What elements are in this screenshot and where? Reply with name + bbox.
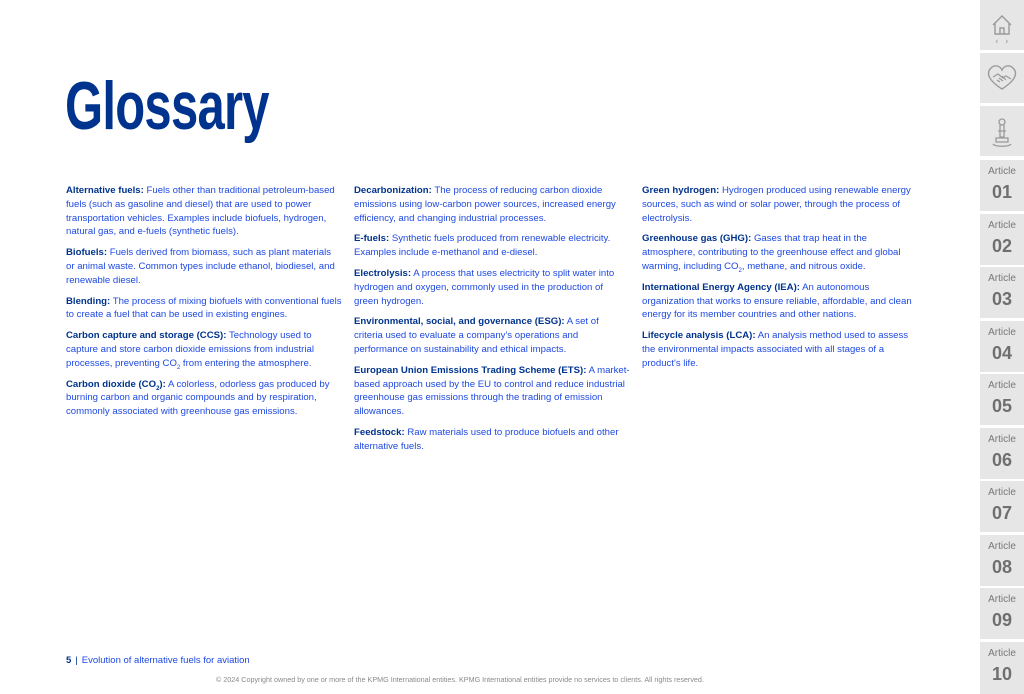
article-number: 01 xyxy=(991,182,1013,202)
definition-text: Gases that trap heat in the atmosphere, contributing to the greenhouse effect and global warming, including CO xyxy=(642,233,901,272)
article-label: Article xyxy=(988,487,1016,498)
glossary-definition: The process of mixing biofuels with conventional fuels to create a fuel that can be used in existing engines. xyxy=(66,295,342,321)
page-title: Glossary xyxy=(65,68,269,144)
article-tab-03[interactable] xyxy=(980,267,1024,318)
article-label: Article xyxy=(988,327,1016,338)
glossary-term: Greenhouse gas (GHG): xyxy=(642,233,752,245)
glossary-entry xyxy=(66,184,342,239)
glossary-term xyxy=(66,379,166,390)
glossary-definition: A market-based approach used by the EU to control and reduce industrial greenhouse gas emissions through the trading of emission allowances. xyxy=(354,364,630,418)
glossary-term: Electrolysis: xyxy=(354,267,412,279)
glossary-entry xyxy=(354,267,630,308)
article-tab-09[interactable] xyxy=(980,588,1024,639)
glossary-term: E-fuels: xyxy=(354,233,390,245)
glossary-column-3 xyxy=(642,184,918,378)
article-number: 10 xyxy=(991,664,1013,684)
article-tab-05[interactable] xyxy=(980,374,1024,425)
definition-text: , methane, and nitrous oxide. xyxy=(741,260,866,272)
glossary-entry xyxy=(642,184,918,225)
glossary-definition: Raw materials used to produce biofuels and other alternative fuels. xyxy=(354,426,619,452)
article-tab-08[interactable] xyxy=(980,535,1024,586)
glossary-definition: Synthetic fuels produced from renewable electricity. Examples include e-methanol and e-diesel. xyxy=(354,233,611,259)
glossary-term: Biofuels: xyxy=(66,247,108,259)
subscript: 2 xyxy=(176,364,181,371)
joystick-icon xyxy=(987,111,1017,151)
glossary-entry xyxy=(642,329,918,370)
article-number: 03 xyxy=(991,289,1013,309)
glossary-entry xyxy=(354,426,630,454)
footer-separator: | xyxy=(75,655,78,666)
controls-button[interactable] xyxy=(980,106,1024,156)
home-button[interactable] xyxy=(980,0,1024,50)
article-tab-07[interactable] xyxy=(980,481,1024,532)
glossary-definition: Fuels derived from biomass, such as plant materials or animal waste. Common types include ethanol, biodiesel, and renewable diesel. xyxy=(66,247,335,286)
article-tab-04[interactable] xyxy=(980,321,1024,372)
document-title: Evolution of alternative fuels for aviation xyxy=(81,655,250,666)
glossary-entry xyxy=(354,184,630,225)
glossary-definition: The process of reducing carbon dioxide emissions using low-carbon power sources, increased energy efficiency, and changing industrial processes. xyxy=(354,185,616,224)
page-number: 5 xyxy=(66,655,72,666)
article-label: Article xyxy=(988,380,1016,391)
article-label: Article xyxy=(988,220,1016,231)
glossary-column-2 xyxy=(354,184,630,461)
glossary-term: Carbon capture and storage (CCS): xyxy=(66,330,227,342)
glossary-term: Green hydrogen: xyxy=(642,185,720,196)
definition-text: from entering the atmosphere. xyxy=(180,357,312,369)
term-text: ): xyxy=(159,378,166,390)
glossary-column-1 xyxy=(66,184,342,426)
glossary-entry xyxy=(354,315,630,356)
copyright-notice: © 2024 Copyright owned by one or more of the KPMG International entities. KPMG International entities provide no services to clients. All rights reserved. xyxy=(216,675,704,684)
article-number: 05 xyxy=(991,396,1013,416)
article-number: 07 xyxy=(991,503,1013,523)
glossary-entry xyxy=(642,281,918,322)
glossary-entry xyxy=(66,246,342,287)
term-text: Carbon dioxide (CO xyxy=(66,378,157,390)
article-number: 09 xyxy=(991,610,1013,630)
article-label: Article xyxy=(988,541,1016,552)
home-icon xyxy=(987,5,1017,45)
subscript: 2 xyxy=(156,385,160,392)
glossary-term: International Energy Agency (IEA): xyxy=(642,281,800,293)
article-label: Article xyxy=(988,273,1016,284)
article-tab-06[interactable] xyxy=(980,428,1024,479)
glossary-term: European Union Emissions Trading Scheme (ETS): xyxy=(354,364,587,376)
glossary-definition: A colorless, odorless gas produced by burning carbon and organic compounds and by respiration, commonly associated with greenhouse gas emissions. xyxy=(66,378,330,418)
glossary-term: Environmental, social, and governance (ESG): xyxy=(354,316,565,328)
glossary-entry xyxy=(642,232,918,273)
article-tab-01[interactable] xyxy=(980,160,1024,211)
glossary-entry xyxy=(66,378,342,419)
prev-arrow-icon: ‹ xyxy=(995,37,999,45)
glossary-term: Lifecycle analysis (LCA): xyxy=(642,330,756,342)
article-label: Article xyxy=(988,166,1016,177)
glossary-entry xyxy=(66,295,342,323)
glossary-entry xyxy=(354,364,630,419)
definition-text: Technology used to capture and store carbon dioxide emissions from industrial processes, preventing CO xyxy=(66,330,314,369)
article-label: Article xyxy=(988,648,1016,659)
glossary-entry xyxy=(66,329,342,370)
article-number: 06 xyxy=(991,450,1013,470)
article-label: Article xyxy=(988,594,1016,605)
sidebar-nav xyxy=(980,0,1024,694)
article-number: 04 xyxy=(991,343,1013,363)
glossary-definition: Hydrogen produced using renewable energy sources, such as wind or solar power, through the process of electrolysis. xyxy=(642,185,911,224)
article-label: Article xyxy=(988,434,1016,445)
subscript: 2 xyxy=(738,267,742,274)
article-number: 08 xyxy=(991,557,1013,577)
glossary-definition: A set of criteria used to evaluate a company's operations and performance on sustainability and ethical impacts. xyxy=(354,316,599,355)
article-tab-10[interactable] xyxy=(980,642,1024,694)
glossary-definition: An analysis method used to assess the environmental impacts associated with all stages of a product's life. xyxy=(642,330,909,369)
glossary-entry xyxy=(354,232,630,260)
article-tab-02[interactable] xyxy=(980,214,1024,265)
article-number: 02 xyxy=(991,236,1013,256)
handshake-icon xyxy=(984,62,1020,94)
glossary-term: Blending: xyxy=(66,295,111,307)
glossary-term: Feedstock: xyxy=(354,426,405,438)
glossary-definition: A process that uses electricity to split water into hydrogen and oxygen, commonly used in the production of green hydrogen. xyxy=(354,267,615,307)
partnership-button[interactable] xyxy=(980,53,1024,103)
glossary-term: Alternative fuels: xyxy=(66,185,144,196)
glossary-definition: Fuels other than traditional petroleum-based fuels (such as gasoline and diesel) that are used to power transportation vehicles. Examples include biofuels, hydrogen, natural gas, and e-fuels (synthetic fuels). xyxy=(66,185,335,238)
glossary-term: Decarbonization: xyxy=(354,185,432,196)
glossary-definition: An autonomous organization that works to ensure reliable, affordable, and clean energy for its member countries and other nations. xyxy=(642,281,912,321)
page-footer xyxy=(66,655,250,666)
next-arrow-icon: › xyxy=(1005,37,1009,45)
